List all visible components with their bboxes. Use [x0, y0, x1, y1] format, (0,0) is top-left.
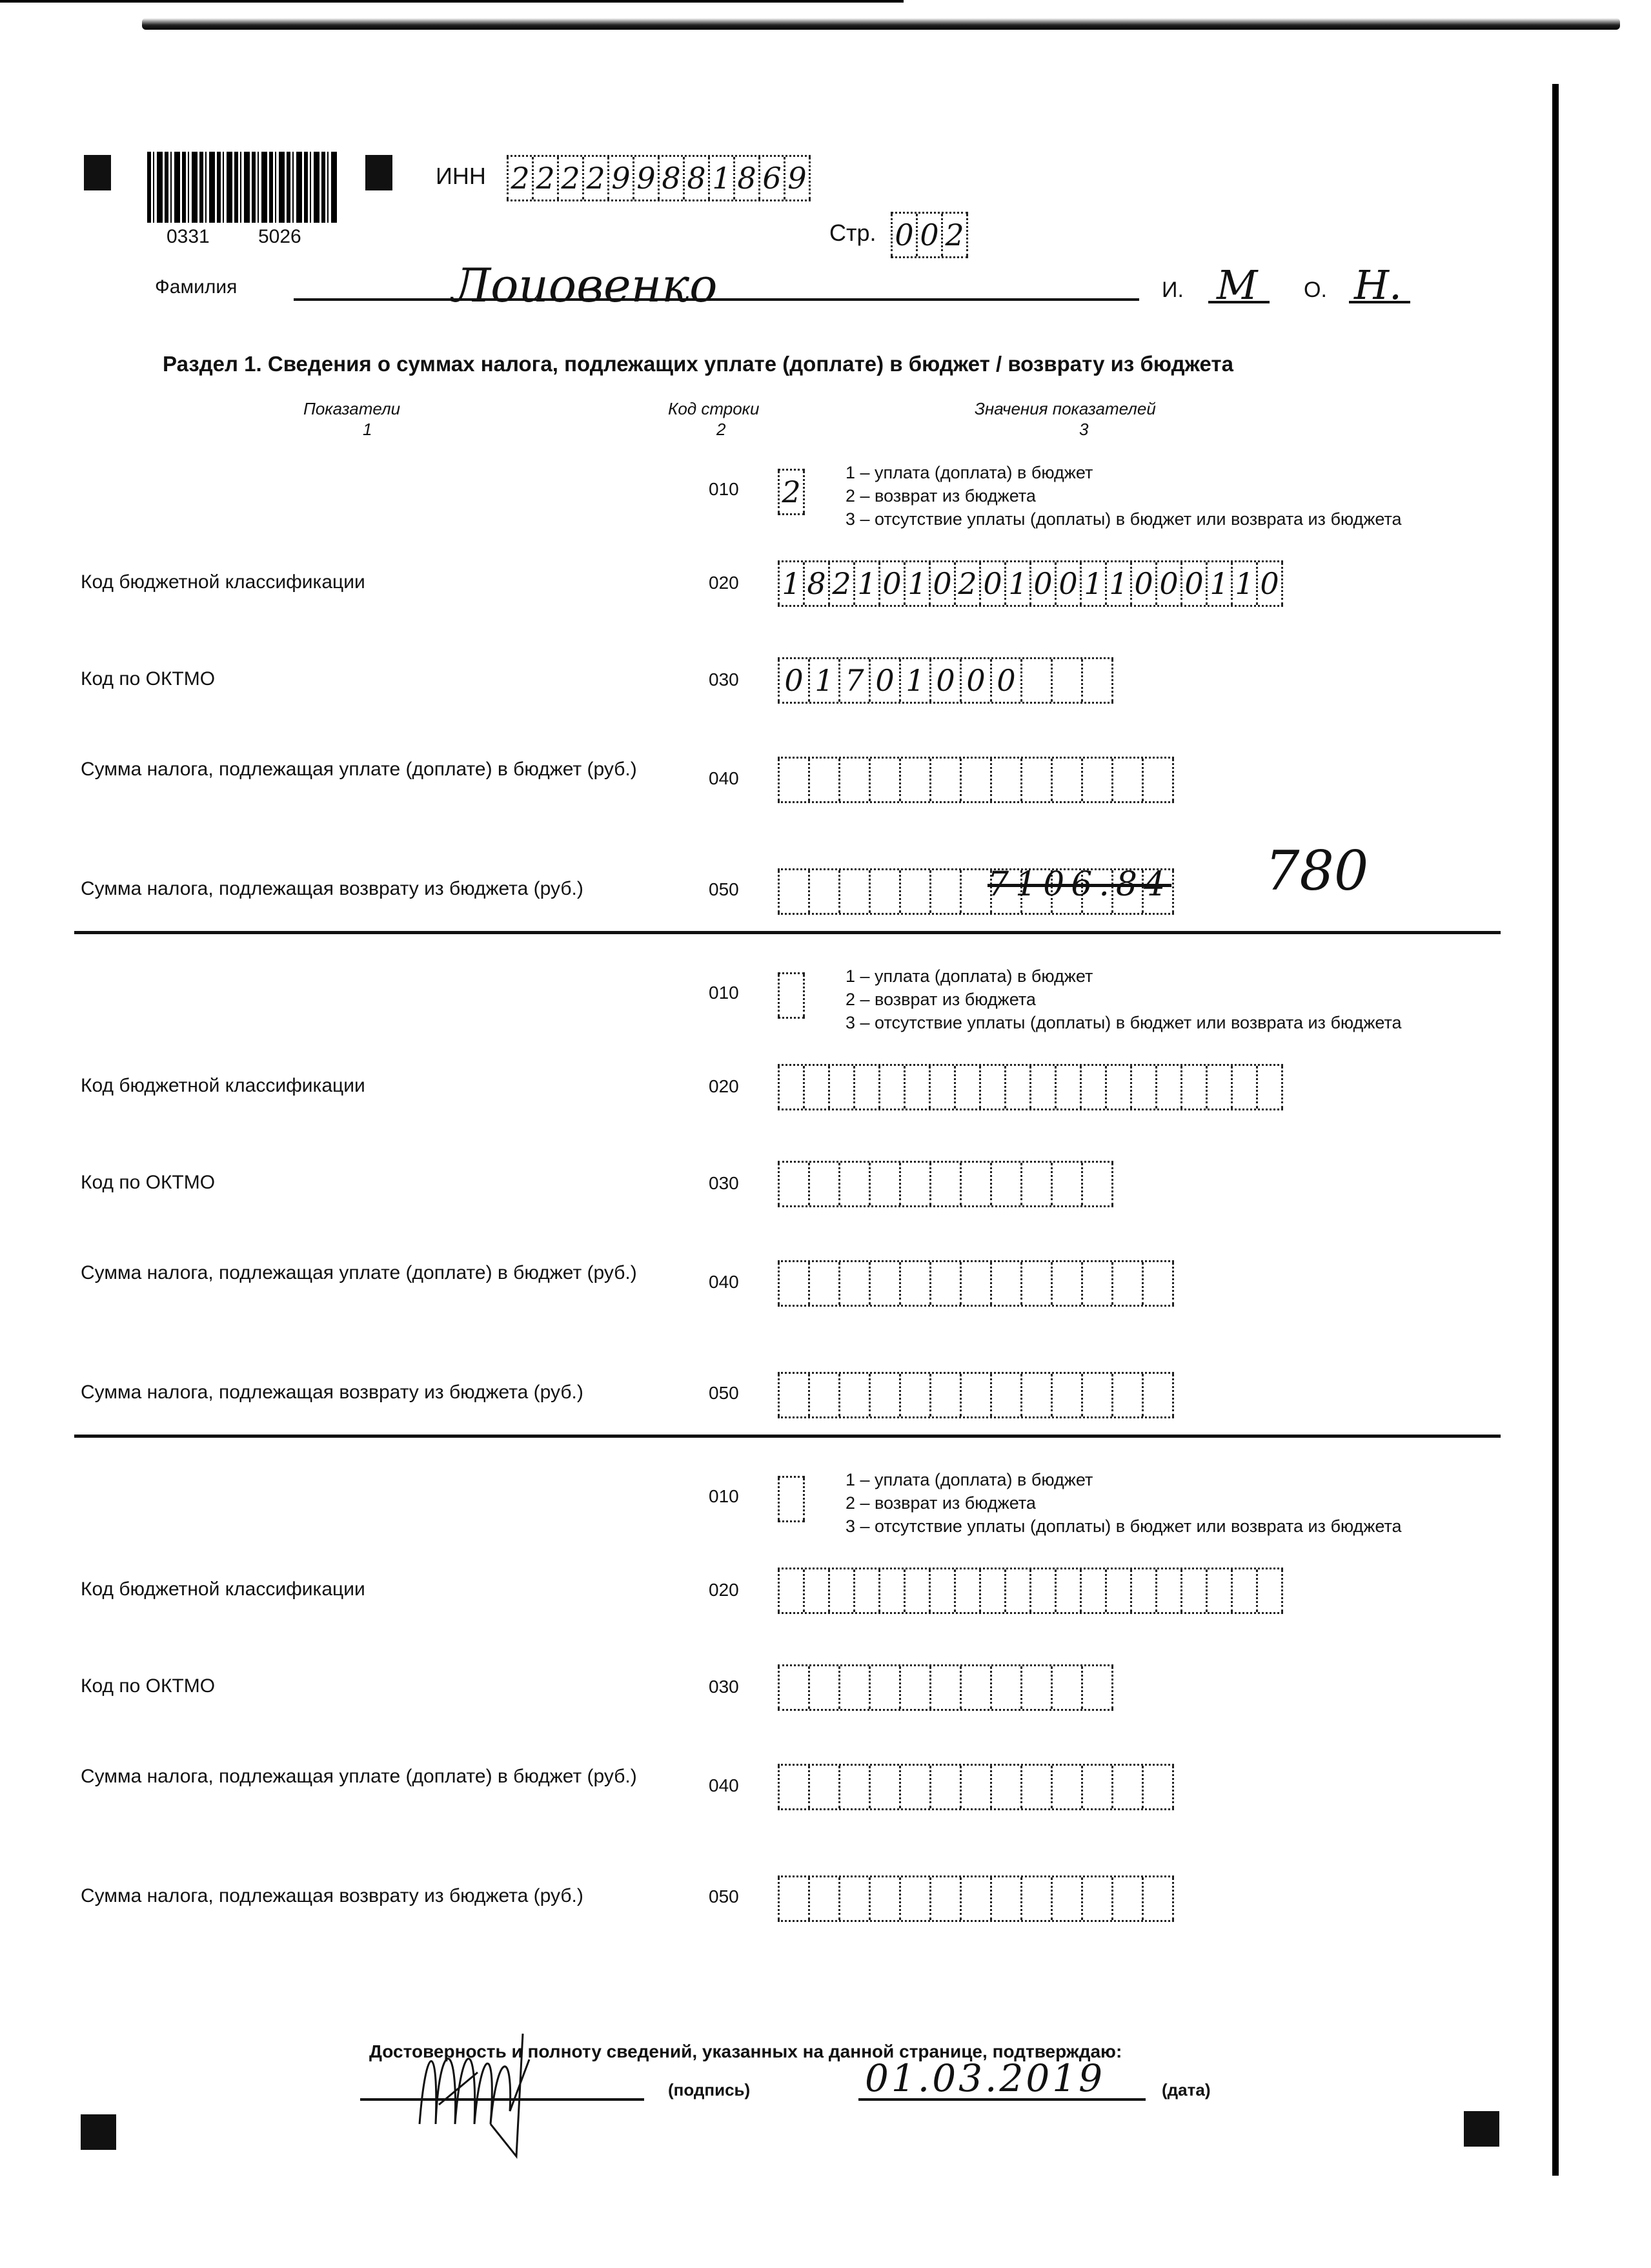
refund-sum-cell[interactable] [869, 1374, 899, 1416]
oktmo-cell[interactable] [990, 1163, 1020, 1205]
refund-sum-cell[interactable] [778, 1374, 808, 1416]
inn-cell[interactable]: 9 [607, 157, 633, 199]
oktmo-cell[interactable] [1051, 1666, 1081, 1709]
pay-sum-cell[interactable] [1051, 759, 1081, 801]
kbk-cell[interactable]: 2 [828, 562, 853, 605]
payment-type-field[interactable] [778, 469, 805, 515]
pay-sum-cell[interactable] [838, 1262, 869, 1305]
option-none: 3 – отсутствие уплаты (доплаты) в бюджет или возврата из бюджета [846, 1517, 1402, 1536]
line-code-010: 010 [709, 479, 739, 499]
alignment-marker-top-left [84, 155, 111, 190]
line-code-020: 020 [709, 573, 739, 593]
initial-o-value[interactable]: Н. [1354, 261, 1402, 309]
inn-field[interactable] [507, 155, 811, 201]
pay-sum-cell[interactable] [960, 1766, 990, 1808]
option-payment: 1 – уплата (доплата) в бюджет [846, 1470, 1093, 1489]
kbk-cell[interactable] [1004, 1066, 1029, 1108]
refund-sum-cell[interactable] [1081, 1374, 1111, 1416]
signature-label: (подпись) [668, 2080, 751, 2099]
refund-sum-correction[interactable]: 780 [1265, 839, 1369, 903]
kbk-cell[interactable] [778, 1569, 803, 1612]
line-code-020: 020 [709, 1076, 739, 1096]
pay-sum-cell[interactable] [1020, 1766, 1051, 1808]
pay-sum-cell[interactable] [1142, 1766, 1174, 1808]
kbk-cell[interactable] [828, 1569, 853, 1612]
section-title: Раздел 1. Сведения о суммах налога, подлежащих уплате (доплате) в бюджет / возврату из бюджета [163, 352, 1233, 376]
kbk-cell[interactable] [1180, 1066, 1206, 1108]
option-payment: 1 – уплата (доплата) в бюджет [846, 966, 1093, 986]
block-divider [74, 1435, 1501, 1438]
oktmo-cell[interactable] [808, 1163, 838, 1205]
label-refund-sum: Сумма налога, подлежащая возврату из бюджета (руб.) [81, 1885, 583, 1906]
kbk-cell[interactable]: 1 [1231, 562, 1256, 605]
pay-sum-cell[interactable] [869, 1262, 899, 1305]
oktmo-cell[interactable] [838, 1666, 869, 1709]
kbk-cell[interactable] [954, 1066, 979, 1108]
refund-sum-field[interactable] [778, 1372, 1174, 1418]
pay-sum-cell[interactable] [1142, 759, 1174, 801]
refund-sum-cell[interactable] [838, 1374, 869, 1416]
pay-sum-cell[interactable] [990, 1262, 1020, 1305]
oktmo-cell[interactable] [869, 1666, 899, 1709]
barcode [147, 152, 338, 223]
oktmo-cell[interactable] [1051, 659, 1081, 702]
refund-sum-cell[interactable] [929, 1877, 960, 1920]
refund-sum-cell[interactable] [929, 1374, 960, 1416]
line-code-010: 010 [709, 1486, 739, 1506]
refund-sum-cell[interactable] [899, 870, 929, 913]
oktmo-cell[interactable] [869, 1163, 899, 1205]
kbk-cell[interactable]: 1 [853, 562, 878, 605]
kbk-field[interactable] [778, 1064, 1283, 1110]
kbk-cell[interactable] [979, 1066, 1004, 1108]
inn-cell[interactable]: 2 [557, 157, 582, 199]
pay-sum-cell[interactable] [778, 1262, 808, 1305]
oktmo-cell[interactable] [1020, 1666, 1051, 1709]
column-header-indicators-num: 1 [363, 420, 372, 439]
refund-sum-cell[interactable] [838, 1877, 869, 1920]
page-cell[interactable]: 2 [941, 214, 968, 256]
inn-cell[interactable]: 9 [784, 157, 811, 199]
initial-i-value[interactable]: М [1217, 261, 1258, 309]
pay-sum-cell[interactable] [990, 1766, 1020, 1808]
pay-sum-cell[interactable] [838, 1766, 869, 1808]
oktmo-cell[interactable]: 0 [929, 659, 960, 702]
pay-sum-cell[interactable] [1111, 1262, 1142, 1305]
refund-sum-cell[interactable] [808, 870, 838, 913]
refund-sum-cell[interactable] [808, 1877, 838, 1920]
kbk-cell[interactable] [954, 1569, 979, 1612]
kbk-cell[interactable]: 1 [904, 562, 929, 605]
pay-sum-cell[interactable] [869, 759, 899, 801]
kbk-cell[interactable] [1105, 1569, 1130, 1612]
kbk-cell[interactable] [1155, 1066, 1180, 1108]
kbk-cell[interactable]: 0 [878, 562, 904, 605]
pay-sum-cell[interactable] [929, 1766, 960, 1808]
refund-sum-cell[interactable] [929, 870, 960, 913]
kbk-cell[interactable]: 1 [1004, 562, 1029, 605]
pay-sum-field[interactable] [778, 757, 1174, 803]
line-code-030: 030 [709, 1173, 739, 1193]
pay-sum-cell[interactable] [808, 1262, 838, 1305]
pay-sum-cell[interactable] [808, 1766, 838, 1808]
inn-cell[interactable]: 6 [758, 157, 784, 199]
refund-sum-cell[interactable] [899, 1877, 929, 1920]
label-kbk: Код бюджетной классификации [81, 571, 365, 593]
line-code-030: 030 [709, 1677, 739, 1697]
refund-sum-cell[interactable] [960, 1877, 990, 1920]
kbk-cell[interactable] [853, 1066, 878, 1108]
pay-sum-cell[interactable] [1020, 1262, 1051, 1305]
refund-sum-cell[interactable] [990, 1877, 1020, 1920]
label-kbk: Код бюджетной классификации [81, 1578, 365, 1600]
kbk-cell[interactable] [1206, 1066, 1231, 1108]
label-refund-sum: Сумма налога, подлежащая возврату из бюджета (руб.) [81, 1382, 583, 1403]
option-refund: 2 – возврат из бюджета [846, 486, 1036, 506]
option-refund: 2 – возврат из бюджета [846, 1493, 1036, 1513]
line-code-050: 050 [709, 1383, 739, 1403]
oktmo-cell[interactable] [899, 1666, 929, 1709]
label-kbk: Код бюджетной классификации [81, 1075, 365, 1096]
column-header-line-code: Код строки [668, 399, 760, 418]
payment-type-cell[interactable] [778, 974, 805, 1017]
oktmo-cell[interactable] [1020, 659, 1051, 702]
refund-sum-cell[interactable] [869, 870, 899, 913]
refund-sum-cell[interactable] [1081, 1877, 1111, 1920]
pay-sum-cell[interactable] [778, 759, 808, 801]
payment-type-field[interactable] [778, 972, 805, 1019]
oktmo-cell[interactable] [778, 1163, 808, 1205]
kbk-cell[interactable] [878, 1569, 904, 1612]
kbk-cell[interactable]: 0 [1256, 562, 1283, 605]
label-pay-sum: Сумма налога, подлежащая уплате (доплате) в бюджет (руб.) [81, 1262, 637, 1283]
initial-i-label: И. [1162, 278, 1184, 302]
pay-sum-cell[interactable] [1081, 759, 1111, 801]
pay-sum-cell[interactable] [808, 759, 838, 801]
oktmo-cell[interactable] [960, 1163, 990, 1205]
kbk-cell[interactable] [803, 1569, 828, 1612]
page-label: Стр. [829, 220, 876, 246]
line-code-040: 040 [709, 768, 739, 788]
refund-sum-cell[interactable] [1111, 1877, 1142, 1920]
oktmo-cell[interactable] [960, 1666, 990, 1709]
kbk-cell[interactable]: 1 [1206, 562, 1231, 605]
pay-sum-cell[interactable] [1111, 1766, 1142, 1808]
kbk-cell[interactable] [1256, 1066, 1283, 1108]
line-code-010: 010 [709, 983, 739, 1003]
refund-sum-cell[interactable] [808, 1374, 838, 1416]
oktmo-cell[interactable]: 0 [960, 659, 990, 702]
kbk-cell[interactable]: 2 [954, 562, 979, 605]
kbk-cell[interactable] [929, 1569, 954, 1612]
payment-type-cell[interactable]: 2 [778, 471, 805, 513]
oktmo-cell[interactable]: 0 [778, 659, 808, 702]
inn-cell[interactable]: 8 [733, 157, 758, 199]
confirmation-text: Достоверность и полноту сведений, указанных на данной странице, подтверждаю: [369, 2041, 1122, 2061]
inn-cell[interactable]: 8 [658, 157, 683, 199]
kbk-cell[interactable] [878, 1066, 904, 1108]
refund-sum-cell[interactable] [960, 870, 990, 913]
kbk-cell[interactable]: 0 [1029, 562, 1055, 605]
kbk-cell[interactable] [1004, 1569, 1029, 1612]
date-value[interactable]: 01.03.2019 [865, 2056, 1106, 2100]
option-refund: 2 – возврат из бюджета [846, 990, 1036, 1009]
label-oktmo: Код по ОКТМО [81, 1172, 216, 1193]
kbk-cell[interactable] [904, 1066, 929, 1108]
kbk-cell[interactable]: 1 [1080, 562, 1105, 605]
inn-cell[interactable]: 1 [708, 157, 733, 199]
kbk-cell[interactable] [1206, 1569, 1231, 1612]
kbk-cell[interactable] [1029, 1569, 1055, 1612]
kbk-cell[interactable] [904, 1569, 929, 1612]
pay-sum-cell[interactable] [1142, 1262, 1174, 1305]
refund-sum-cell[interactable] [1051, 1877, 1081, 1920]
refund-sum-cell[interactable] [899, 1374, 929, 1416]
kbk-field[interactable] [778, 560, 1283, 607]
oktmo-field[interactable] [778, 1161, 1113, 1207]
oktmo-cell[interactable] [1081, 659, 1113, 702]
kbk-cell[interactable] [1055, 1569, 1080, 1612]
inn-cell[interactable]: 8 [683, 157, 708, 199]
kbk-cell[interactable]: 0 [1155, 562, 1180, 605]
kbk-cell[interactable] [1055, 1066, 1080, 1108]
kbk-cell[interactable] [979, 1569, 1004, 1612]
scan-edge-top [0, 0, 904, 3]
surname-value[interactable]: Лоиовенко [452, 258, 718, 312]
kbk-cell[interactable] [1231, 1066, 1256, 1108]
payment-type-cell[interactable] [778, 1478, 805, 1520]
refund-sum-cell[interactable] [869, 1877, 899, 1920]
oktmo-cell[interactable] [1020, 1163, 1051, 1205]
kbk-cell[interactable] [1130, 1569, 1155, 1612]
kbk-cell[interactable] [778, 1066, 803, 1108]
inn-cell[interactable]: 2 [532, 157, 557, 199]
initial-o-label: О. [1304, 278, 1327, 302]
pay-sum-cell[interactable] [929, 1262, 960, 1305]
oktmo-cell[interactable]: 0 [869, 659, 899, 702]
page-number-field[interactable] [891, 212, 968, 258]
pay-sum-cell[interactable] [899, 1262, 929, 1305]
kbk-cell[interactable]: 1 [1105, 562, 1130, 605]
oktmo-cell[interactable] [990, 1666, 1020, 1709]
refund-sum-cell[interactable] [1020, 1877, 1051, 1920]
inn-cell[interactable]: 2 [582, 157, 607, 199]
kbk-cell[interactable]: 0 [1180, 562, 1206, 605]
kbk-cell[interactable] [1231, 1569, 1256, 1612]
pay-sum-cell[interactable] [1051, 1766, 1081, 1808]
kbk-cell[interactable] [1105, 1066, 1130, 1108]
column-header-values: Значения показателей [975, 399, 1156, 418]
alignment-marker-top-center [365, 155, 392, 190]
line-code-050: 050 [709, 879, 739, 899]
pay-sum-cell[interactable] [899, 759, 929, 801]
refund-sum-cell[interactable] [1142, 1877, 1174, 1920]
pay-sum-cell[interactable] [990, 759, 1020, 801]
oktmo-cell[interactable] [838, 1163, 869, 1205]
refund-sum-cell[interactable] [990, 1374, 1020, 1416]
column-header-values-num: 3 [1079, 420, 1089, 439]
page-cell[interactable]: 0 [916, 214, 941, 256]
kbk-cell[interactable]: 1 [778, 562, 803, 605]
pay-sum-cell[interactable] [1051, 1262, 1081, 1305]
signature-scribble[interactable] [400, 2027, 568, 2163]
scan-shadow [142, 18, 1620, 30]
refund-sum-cell[interactable] [960, 1374, 990, 1416]
barcode-number-left: 0331 [167, 226, 210, 247]
kbk-cell[interactable] [853, 1569, 878, 1612]
kbk-cell[interactable]: 0 [1130, 562, 1155, 605]
refund-sum-cell[interactable] [1142, 1374, 1174, 1416]
refund-sum-cell[interactable] [1051, 1374, 1081, 1416]
option-payment: 1 – уплата (доплата) в бюджет [846, 463, 1093, 482]
kbk-cell[interactable] [1080, 1066, 1105, 1108]
label-pay-sum: Сумма налога, подлежащая уплате (доплате) в бюджет (руб.) [81, 759, 637, 780]
label-oktmo: Код по ОКТМО [81, 668, 216, 690]
oktmo-cell[interactable] [1081, 1666, 1113, 1709]
pay-sum-cell[interactable] [960, 1262, 990, 1305]
option-none: 3 – отсутствие уплаты (доплаты) в бюджет или возврата из бюджета [846, 1013, 1402, 1032]
block-divider [74, 931, 1501, 934]
refund-sum-cell[interactable] [838, 870, 869, 913]
label-oktmo: Код по ОКТМО [81, 1675, 216, 1697]
pay-sum-cell[interactable] [838, 759, 869, 801]
refund-sum-crossed-out: 7106.84 [988, 865, 1172, 904]
oktmo-cell[interactable]: 1 [808, 659, 838, 702]
oktmo-field[interactable] [778, 657, 1113, 704]
kbk-cell[interactable] [1029, 1066, 1055, 1108]
kbk-cell[interactable]: 0 [979, 562, 1004, 605]
kbk-cell[interactable] [803, 1066, 828, 1108]
kbk-field[interactable] [778, 1568, 1283, 1614]
line-code-040: 040 [709, 1775, 739, 1795]
pay-sum-field[interactable] [778, 1764, 1174, 1810]
payment-type-field[interactable] [778, 1476, 805, 1522]
label-pay-sum: Сумма налога, подлежащая уплате (доплате) в бюджет (руб.) [81, 1766, 637, 1787]
oktmo-cell[interactable]: 0 [990, 659, 1020, 702]
oktmo-cell[interactable]: 1 [899, 659, 929, 702]
kbk-cell[interactable]: 0 [929, 562, 954, 605]
oktmo-field[interactable] [778, 1664, 1113, 1711]
oktmo-cell[interactable] [929, 1163, 960, 1205]
pay-sum-field[interactable] [778, 1260, 1174, 1307]
pay-sum-cell[interactable] [929, 759, 960, 801]
pay-sum-cell[interactable] [960, 759, 990, 801]
alignment-marker-bottom-right [1464, 2111, 1499, 2147]
pay-sum-cell[interactable] [899, 1766, 929, 1808]
option-none: 3 – отсутствие уплаты (доплаты) в бюджет или возврата из бюджета [846, 509, 1402, 529]
refund-sum-cell[interactable] [1111, 1374, 1142, 1416]
kbk-cell[interactable] [1155, 1569, 1180, 1612]
refund-sum-cell[interactable] [778, 870, 808, 913]
refund-sum-field[interactable] [778, 1875, 1174, 1922]
oktmo-cell[interactable] [1051, 1163, 1081, 1205]
date-label: (дата) [1162, 2080, 1211, 2099]
line-code-050: 050 [709, 1886, 739, 1906]
oktmo-cell[interactable] [778, 1666, 808, 1709]
pay-sum-cell[interactable] [778, 1766, 808, 1808]
alignment-marker-bottom-left [81, 2114, 116, 2150]
line-code-030: 030 [709, 669, 739, 690]
pay-sum-cell[interactable] [1081, 1262, 1111, 1305]
pay-sum-cell[interactable] [1081, 1766, 1111, 1808]
column-header-line-code-num: 2 [716, 420, 726, 439]
column-header-indicators: Показатели [303, 399, 401, 418]
label-refund-sum: Сумма налога, подлежащая возврату из бюджета (руб.) [81, 878, 583, 899]
scan-edge-right [1552, 84, 1559, 2176]
line-code-020: 020 [709, 1580, 739, 1600]
pay-sum-cell[interactable] [1020, 759, 1051, 801]
pay-sum-cell[interactable] [1111, 759, 1142, 801]
oktmo-cell[interactable] [1081, 1163, 1113, 1205]
barcode-number-right: 5026 [258, 226, 301, 247]
inn-cell[interactable]: 2 [507, 157, 532, 199]
oktmo-cell[interactable] [808, 1666, 838, 1709]
kbk-cell[interactable]: 8 [803, 562, 828, 605]
kbk-cell[interactable] [1130, 1066, 1155, 1108]
kbk-cell[interactable] [1256, 1569, 1283, 1612]
oktmo-cell[interactable] [929, 1666, 960, 1709]
surname-label: Фамилия [155, 276, 238, 298]
oktmo-cell[interactable]: 7 [838, 659, 869, 702]
refund-sum-cell[interactable] [1020, 1374, 1051, 1416]
kbk-cell[interactable] [1180, 1569, 1206, 1612]
inn-cell[interactable]: 9 [633, 157, 658, 199]
inn-label: ИНН [436, 163, 486, 189]
kbk-cell[interactable] [1080, 1569, 1105, 1612]
kbk-cell[interactable]: 0 [1055, 562, 1080, 605]
oktmo-cell[interactable] [899, 1163, 929, 1205]
refund-sum-cell[interactable] [778, 1877, 808, 1920]
line-code-040: 040 [709, 1272, 739, 1292]
kbk-cell[interactable] [929, 1066, 954, 1108]
pay-sum-cell[interactable] [869, 1766, 899, 1808]
page-cell[interactable]: 0 [891, 214, 916, 256]
kbk-cell[interactable] [828, 1066, 853, 1108]
